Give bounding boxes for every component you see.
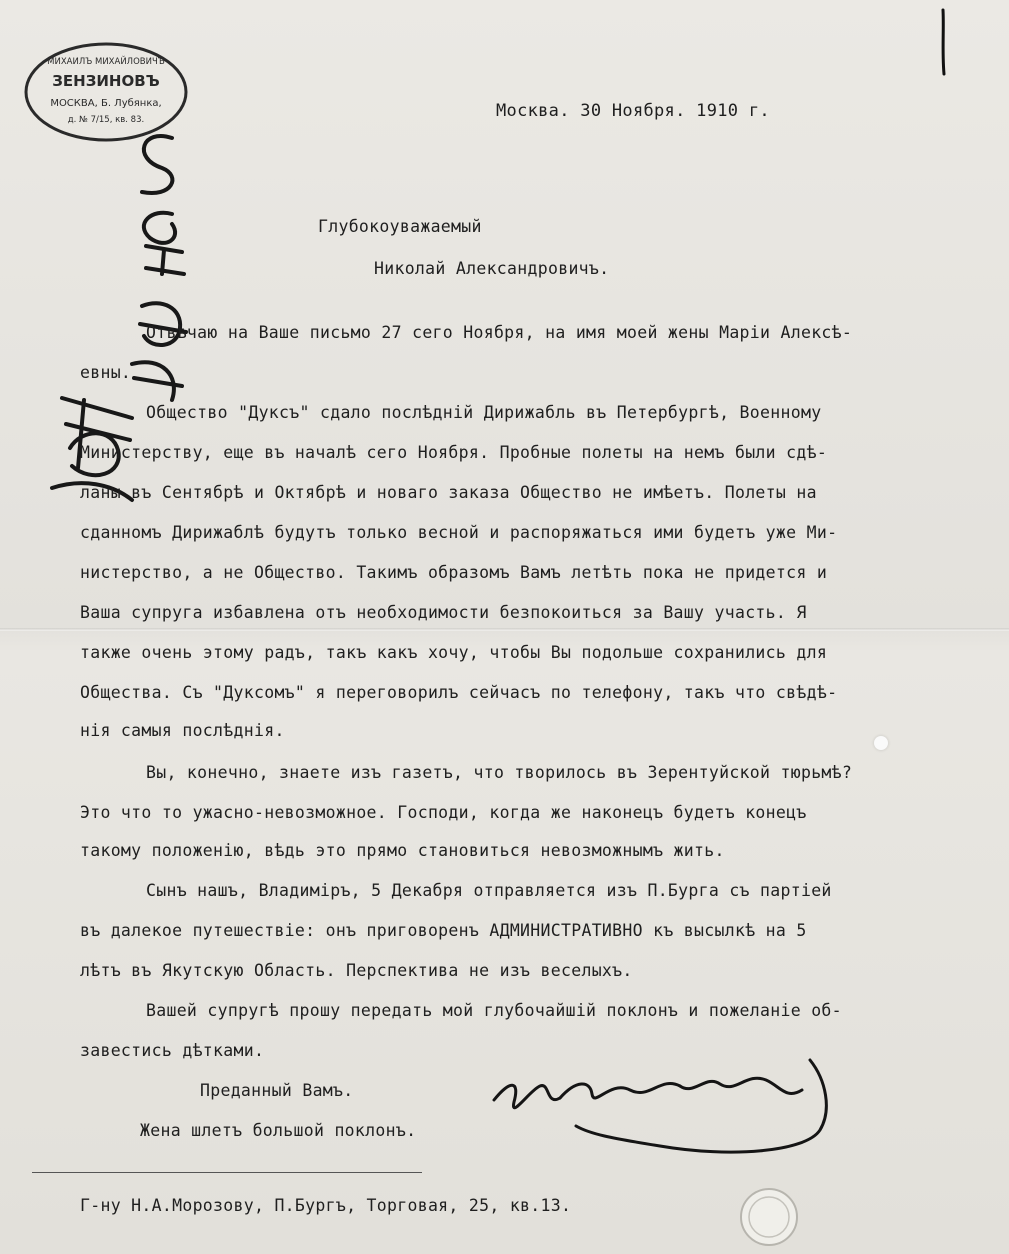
signature xyxy=(480,1050,860,1170)
body-line: Отвѣчаю на Ваше письмо 27 сего Ноября, на имя моей жены Маріи Алексѣ- xyxy=(146,323,853,342)
body-line: завестись дѣтками. xyxy=(80,1041,265,1060)
footer-rule xyxy=(32,1172,422,1173)
letter-date: Москва. 30 Ноября. 1910 г. xyxy=(496,101,770,121)
recipient-address: Г-ну Н.А.Морозову, П.Бургъ, Торговая, 25, кв.13. xyxy=(80,1196,572,1215)
paper-fold xyxy=(0,628,1009,631)
body-line: Ваша супруга избавлена отъ необходимости безпокоиться за Вашу участь. Я xyxy=(80,603,807,622)
stamp-line-3: МОСКВА, Б. Лубянка, xyxy=(50,98,162,109)
body-line: Министерству, еще въ началѣ сего Ноября. Пробные полеты на немъ были сдѣ- xyxy=(80,443,828,462)
paper-blemish xyxy=(874,736,888,750)
body-line: въ далекое путешествіе: онъ приговоренъ АДМИНИСТРАТИВНО къ высылкѣ на 5 xyxy=(80,921,807,940)
archive-corner-stamp xyxy=(736,1184,802,1250)
body-line: Сынъ нашъ, Владимiръ, 5 Декабря отправляется изъ П.Бурга съ партiей xyxy=(146,881,832,900)
stamp-line-4: д. № 7/15, кв. 83. xyxy=(67,115,145,125)
body-line: лѣтъ въ Якутскую Область. Перспектива не изъ веселыхъ. xyxy=(80,961,633,980)
body-line: нія самыя послѣднія. xyxy=(80,721,285,740)
salutation-line-2: Николай Александровичъ. xyxy=(374,259,610,278)
archive-mark xyxy=(936,8,950,76)
body-line: ланы въ Сентябрѣ и Октябрѣ и новаго заказа Общество не имѣетъ. Полеты на xyxy=(80,483,817,502)
body-line: нистерство, а не Общество. Такимъ образомъ Вамъ летѣть пока не придется и xyxy=(80,563,828,582)
stamp-line-2: ЗЕНЗИНОВЪ xyxy=(52,72,160,90)
closing-line: Преданный Вамъ. xyxy=(200,1081,354,1100)
body-line: Это что то ужасно-невозможное. Господи, когда же наконецъ будетъ конецъ xyxy=(80,803,807,822)
body-line: Вашей супругѣ прошу передать мой глубочайшiй поклонъ и пожеланiе об- xyxy=(146,1001,842,1020)
body-line: Вы, конечно, знаете изъ газетъ, что творилось въ Зерентуйской тюрьмѣ? xyxy=(146,763,853,782)
body-line: также очень этому радъ, такъ какъ хочу, чтобы Вы подольше сохранились для xyxy=(80,643,828,662)
stamp-line-1: МИХАИЛЪ МИХАЙЛОВИЧЪ xyxy=(47,57,165,67)
body-line: сданномъ Дирижаблѣ будутъ только весной и распоряжаться ими будетъ уже Ми- xyxy=(80,523,838,542)
body-line: такому положенію, вѣдь это прямо становиться невозможнымъ жить. xyxy=(80,841,725,860)
postscript-line: Жена шлетъ большой поклонъ. xyxy=(140,1121,417,1140)
body-line: Общества. Съ "Дуксомъ" я переговорилъ сейчасъ по телефону, такъ что свѣдѣ- xyxy=(80,683,838,702)
body-line: Общество "Дуксъ" сдало послѣднiй Дирижабль въ Петербургѣ, Военному xyxy=(146,403,822,422)
body-line: евны. xyxy=(80,363,132,382)
salutation-line-1: Глубокоуважаемый xyxy=(318,217,482,236)
